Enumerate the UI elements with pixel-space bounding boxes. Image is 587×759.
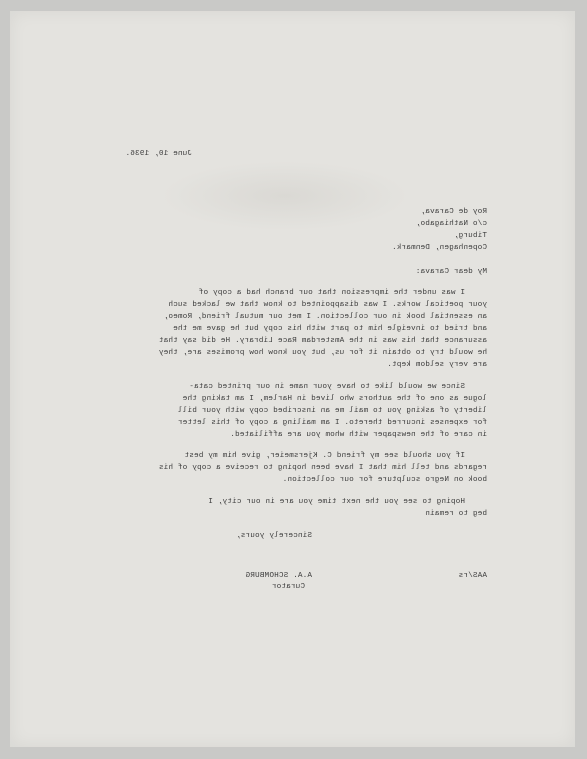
letter-date: June 10, 1936. [125, 150, 192, 158]
signature-name: A.A. SCHOMBURG [245, 572, 312, 580]
body-line: are very seldom kept. [387, 361, 487, 369]
body-line: your poetical works. I was disappointed to know that we lacked such [168, 301, 487, 309]
signature-title: Curator [271, 583, 305, 591]
body-line: beg to remain [425, 510, 487, 518]
body-line: he would try to obtain it for us, but you know how promises are, they [158, 349, 487, 357]
body-line: assurance that his was in the Amsterdam Race Library. He did say that [158, 337, 487, 345]
body-line: If you should see my friend C. Kjersmeier, give him my best [184, 452, 465, 460]
body-line: regards and tell him that I have been hoping to receive a copy of his [158, 464, 487, 472]
body-line: an essential book in our collection. I met our mutual friend, Romeo, [163, 313, 487, 321]
letter-sheet [10, 11, 575, 747]
address-line: Copenhagen, Denmark. [391, 244, 487, 252]
mirrored-letter-text [10, 11, 575, 747]
address-line: c/o Nathiagabo, [415, 220, 487, 228]
address-line: Roy de Carava, [420, 208, 487, 216]
body-line: book on Negro sculpture for our collection. [282, 476, 487, 484]
typist-initials: AAS/rs [458, 572, 487, 580]
body-line: in care of the newspaper with whom you are affiliated. [230, 431, 487, 439]
body-line: logue as one of the authors who lived in Harlem, I am taking the [182, 395, 487, 403]
salutation: My dear Carava: [415, 268, 487, 276]
address-line: Tiburg, [453, 232, 487, 240]
closing: Sincerely yours, [235, 532, 312, 540]
body-line: and tried to inveigle him to part with his copy but he gave me the [173, 325, 487, 333]
body-line: liberty of asking you to mail me an inscribed copy with your bill [177, 407, 487, 415]
body-line: Hoping to see you the next time you are in our city, I [208, 498, 465, 506]
body-line: for expenses incurred thereto. I am mailing a copy of this letter [177, 419, 487, 427]
body-line: Since we would like to have your name in our printed cata- [189, 383, 465, 391]
body-line: I was under the impression that our branch had a copy of [198, 289, 465, 297]
